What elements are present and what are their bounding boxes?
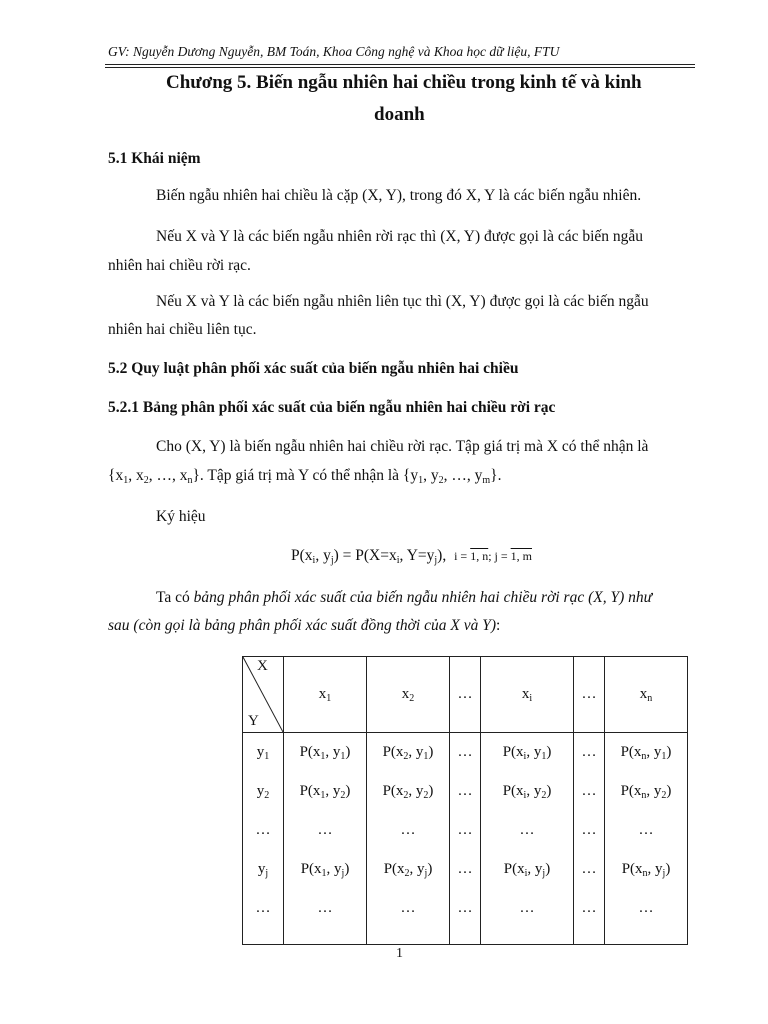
table-column-cells	[574, 733, 605, 945]
paragraph: Ký hiệu	[156, 508, 206, 525]
row-label: $y_1$	[256, 744, 270, 762]
row-label: …	[255, 900, 271, 916]
table-cell: $P(x_n$, $y_2$)	[620, 783, 672, 801]
table-cell: …	[581, 822, 597, 838]
column-header: $x_1$	[284, 657, 367, 733]
table-cell: $P(x_i$, $y_1$)	[502, 744, 552, 762]
corner-x-label: X	[257, 658, 268, 674]
table-column-cells	[450, 733, 481, 945]
paragraph: Nếu X và Y là các biến ngẫu nhiên liên tục thì (X, Y) được gọi là các biến ngẫu	[156, 293, 649, 310]
table-column-cells	[284, 733, 367, 945]
table-cell: …	[400, 900, 416, 916]
paragraph: Ta có bảng phân phối xác suất của biến ngẫu nhiên hai chiều rời rạc (X, Y) như	[156, 589, 653, 606]
corner-y-label: Y	[248, 713, 259, 729]
paragraph: {$x_1$, $x_2$, …, $x_n$}. Tập giá trị mà Y có thể nhận là {$y_1$, $y_2$, …, $y_m$}.	[108, 467, 502, 486]
joint-distribution-table	[242, 656, 688, 945]
paragraph: nhiên hai chiều rời rạc.	[108, 257, 251, 274]
section-heading-5-2: 5.2 Quy luật phân phối xác suất của biến ngẫu nhiên hai chiều	[108, 360, 519, 377]
table-cell: …	[519, 900, 535, 916]
section-heading-5-2-1: 5.2.1 Bảng phân phối xác suất của biến ngẫu nhiên hai chiều rời rạc	[108, 399, 556, 416]
table-cell: …	[457, 744, 473, 760]
chapter-title-cont: doanh	[374, 104, 425, 125]
page-header: GV: Nguyễn Dương Nguyễn, BM Toán, Khoa Công nghệ và Khoa học dữ liệu, FTU	[108, 44, 560, 59]
table-cell: …	[400, 822, 416, 838]
chapter-title: Chương 5. Biến ngẫu nhiên hai chiều trong kinh tế và kinh	[166, 72, 642, 93]
column-header: $x_i$	[481, 657, 574, 733]
table-cell: …	[638, 900, 654, 916]
paragraph: Nếu X và Y là các biến ngẫu nhiên rời rạc thì (X, Y) được gọi là các biến ngẫu	[156, 228, 644, 245]
table-cell: $P(x_n$, $y_1$)	[620, 744, 672, 762]
table-cell: …	[457, 822, 473, 838]
header-rule	[105, 64, 695, 65]
row-label-column	[243, 733, 284, 945]
column-header: …	[574, 657, 605, 733]
paragraph: nhiên hai chiều liên tục.	[108, 321, 257, 338]
table-cell: …	[457, 861, 473, 877]
row-label: $y_2$	[256, 783, 270, 801]
table-cell: $P(x_1$, $y_j$)	[300, 861, 350, 879]
table-cell: $P(x_1$, $y_2$)	[299, 783, 351, 801]
table-cell: $P(x_1$, $y_1$)	[299, 744, 351, 762]
table-cell: $P(x_2$, $y_j$)	[383, 861, 433, 879]
table-cell: …	[581, 861, 597, 877]
paragraph: Biến ngẫu nhiên hai chiều là cặp (X, Y), trong đó X, Y là các biến ngẫu nhiên.	[156, 187, 642, 204]
paragraph: Cho (X, Y) là biến ngẫu nhiên hai chiều rời rạc. Tập giá trị mà X có thể nhận là	[156, 438, 649, 455]
table-cell: $P(x_2$, $y_2$)	[382, 783, 434, 801]
table-column-cells	[605, 733, 688, 945]
column-header: $x_2$	[367, 657, 450, 733]
row-label: $y_j$	[257, 861, 269, 879]
table-cell: …	[638, 822, 654, 838]
table-cell: $P(x_i$, $y_2$)	[502, 783, 552, 801]
formula: $P(x_i$, $y_j) = P(X=x_i$, $Y=y_j$), i = 1, n; j = 1, m	[291, 547, 532, 566]
table-cell: $P(x_n$, $y_j$)	[621, 861, 671, 879]
column-header: …	[450, 657, 481, 733]
table-cell: …	[317, 900, 333, 916]
section-heading-5-1: 5.1 Khái niệm	[108, 150, 201, 167]
table-cell: …	[581, 900, 597, 916]
paragraph: sau (còn gọi là bảng phân phối xác suất đồng thời của X và Y):	[108, 617, 501, 634]
table-cell: …	[457, 783, 473, 799]
header-rule-thin	[105, 67, 695, 68]
table-corner-cell	[243, 657, 284, 733]
table-cell: …	[519, 822, 535, 838]
table-column-cells	[481, 733, 574, 945]
table-cell: …	[581, 783, 597, 799]
table-cell: $P(x_2$, $y_1$)	[382, 744, 434, 762]
page-number: 1	[396, 946, 403, 961]
column-header: $x_n$	[605, 657, 688, 733]
table-cell: $P(x_i$, $y_j$)	[503, 861, 551, 879]
row-label: …	[255, 822, 271, 838]
table-cell: …	[317, 822, 333, 838]
table-cell: …	[581, 744, 597, 760]
table-column-cells	[367, 733, 450, 945]
table-cell: …	[457, 900, 473, 916]
